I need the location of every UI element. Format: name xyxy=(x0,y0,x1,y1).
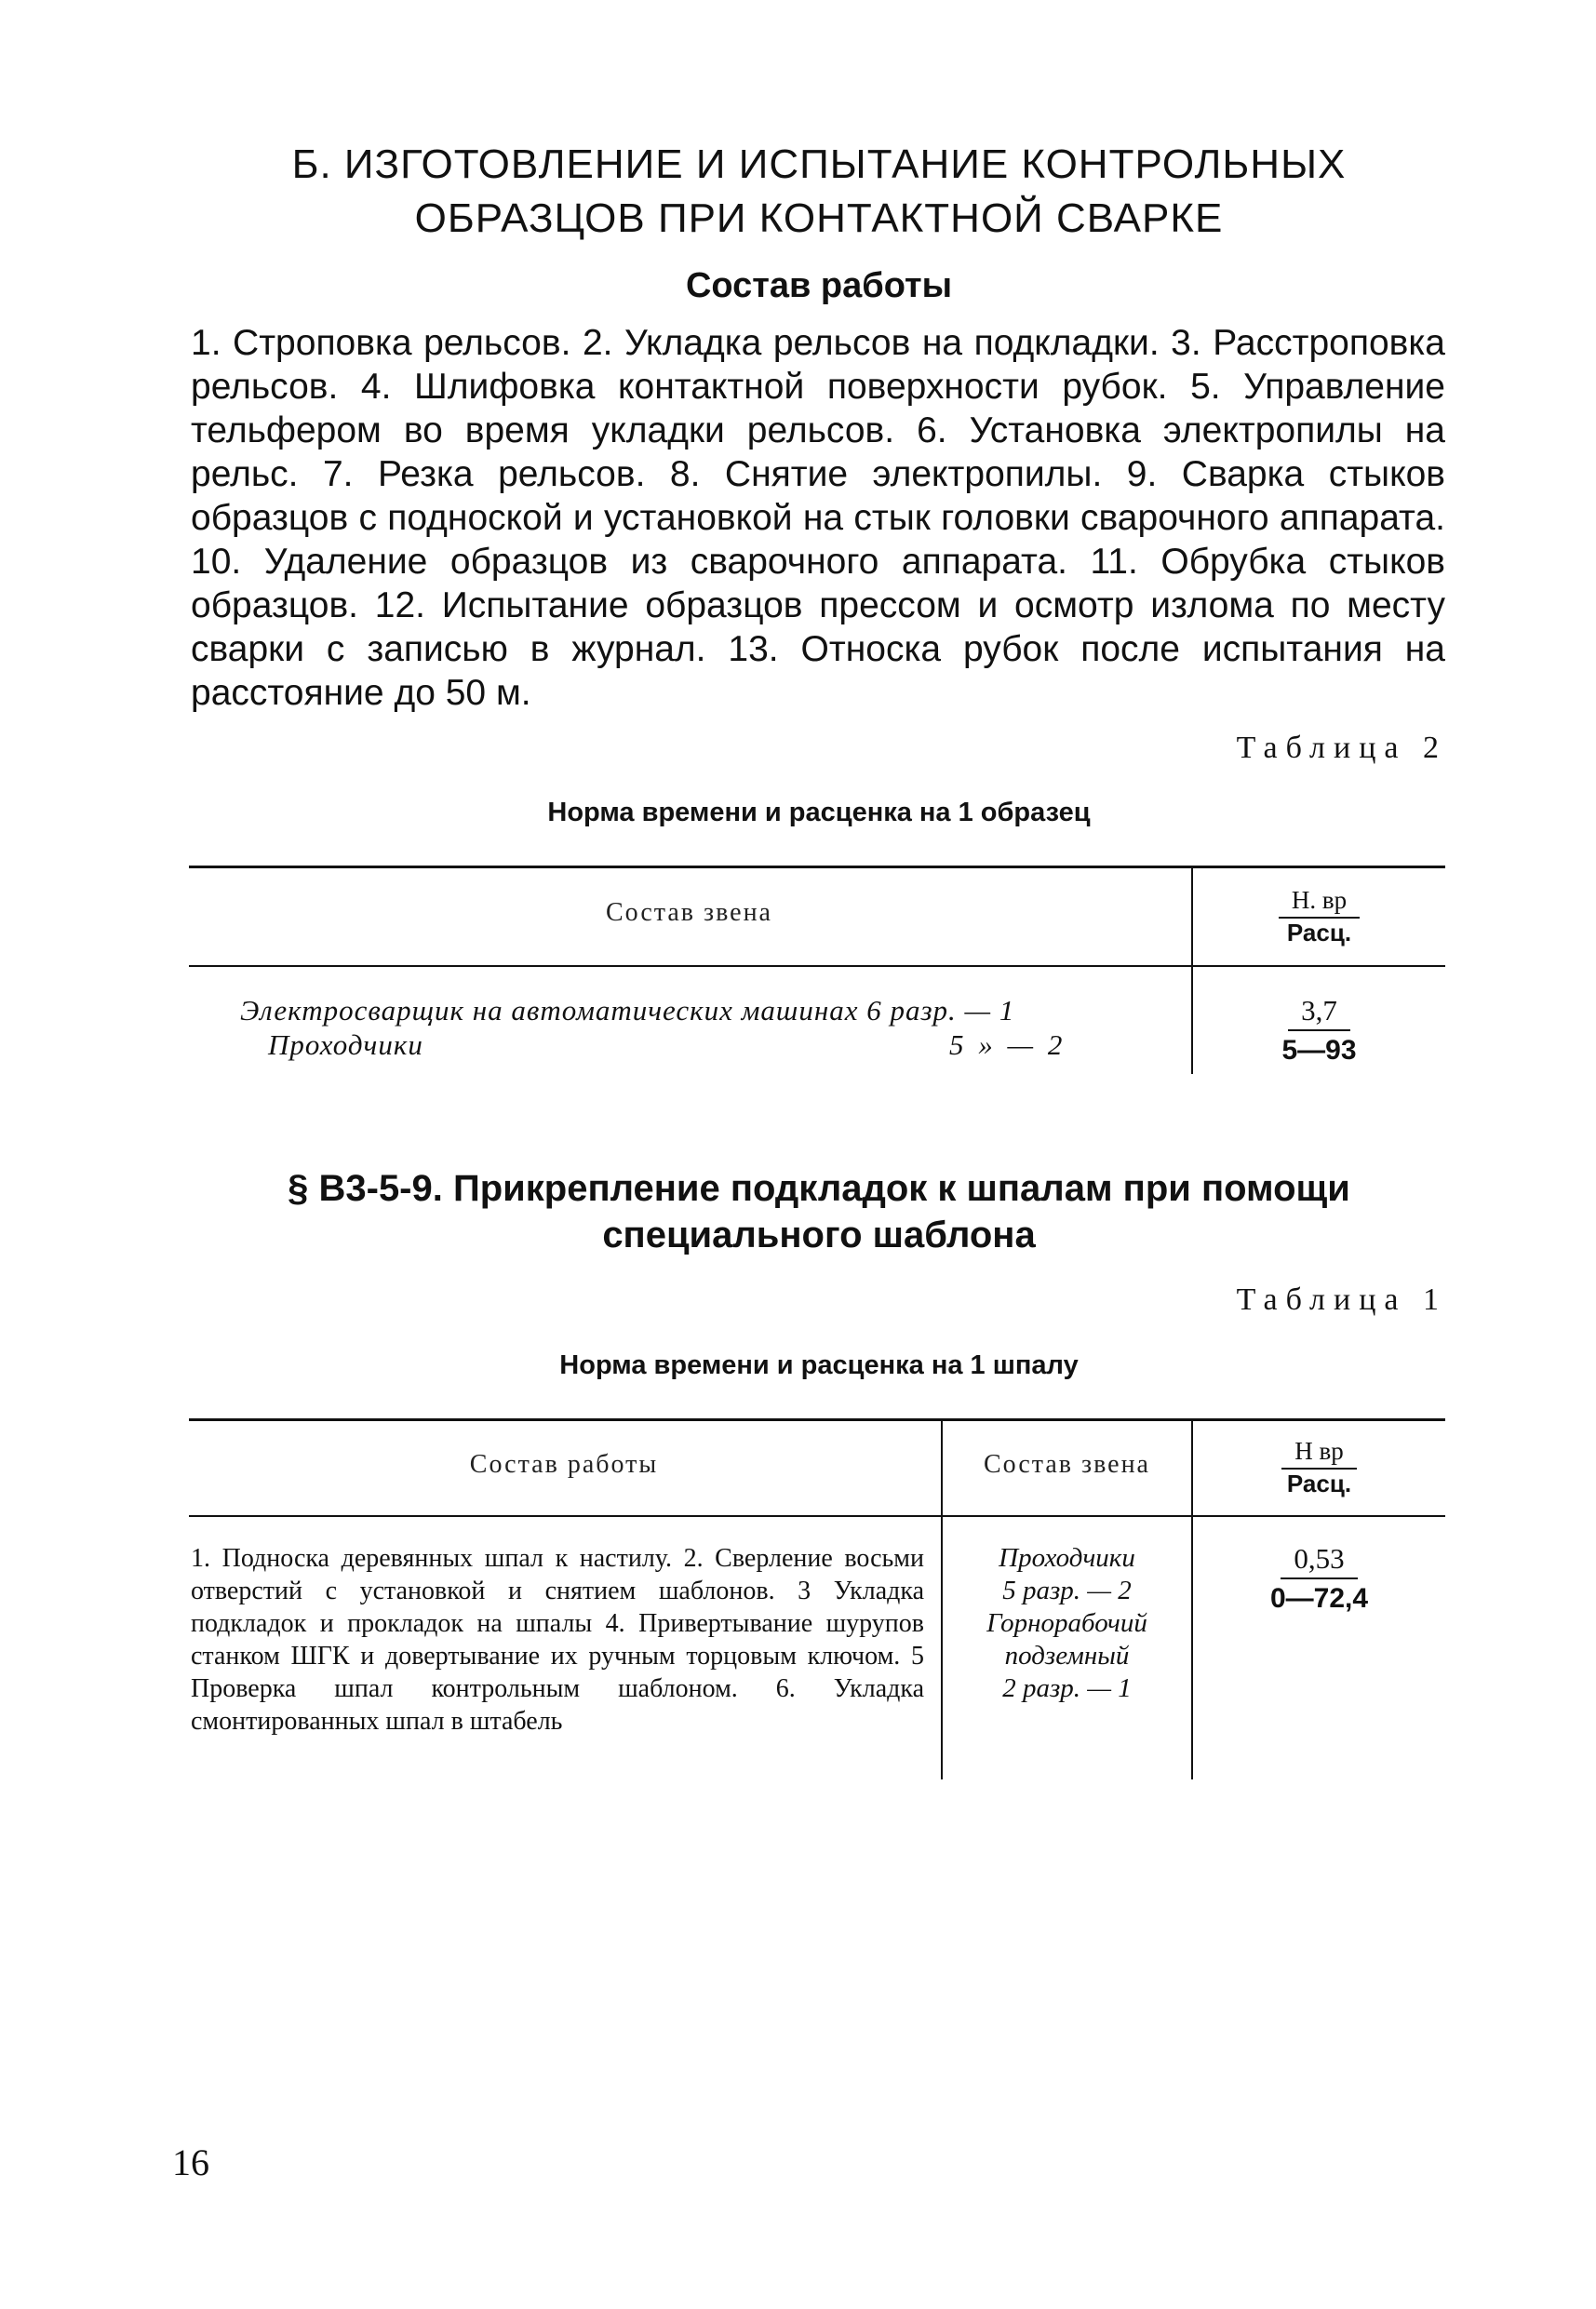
table2-header-norm-bottom: Расц. xyxy=(1286,919,1352,946)
table1-caption: Норма времени и расценка на 1 шпалу xyxy=(559,1350,1079,1380)
table2-header-rule xyxy=(189,965,1445,967)
page-number: 16 xyxy=(172,2141,209,2183)
table1-norm-rate xyxy=(1193,1542,1445,1615)
paragraph-title-line2: специального шаблона xyxy=(602,1215,1036,1255)
table2-header-norm-top: Н. вр xyxy=(1279,886,1360,919)
table1-header-norm xyxy=(1193,1437,1445,1498)
table1-header-norm-top: Н вр xyxy=(1281,1437,1357,1470)
table1-norm: 0,53 xyxy=(1281,1542,1357,1579)
table2-norm: 3,7 xyxy=(1288,994,1350,1031)
table1-header-work: Состав работы xyxy=(469,1450,659,1479)
table2-row2-worker: Проходчики xyxy=(268,1028,423,1061)
table2-norm-rate xyxy=(1193,994,1445,1067)
table1-header-crew: Состав звена xyxy=(984,1450,1150,1479)
table2-row1-worker: Электросварщик на автоматических машинах 6 разр. — 1 xyxy=(240,994,1015,1027)
table2-rate: 5—93 xyxy=(1281,1035,1357,1066)
table2-top-rule xyxy=(189,866,1445,868)
table1-work-text: 1. Подноска деревянных шпал к настилу. 2. Сверление восьми отверстий с установкой и снятием шаблонов. 3 Укладка подкладок и прокладок на шпалы 4. Привертывание шурупов станком ШГК и довертывание их ручным торцовым ключом. 5 Проверка шпал контрольным шаблоном. 6. Укладка смонтированных шпал в штабель xyxy=(191,1544,924,1736)
table2-header-norm xyxy=(1193,886,1445,947)
table1-header-rule xyxy=(189,1515,1445,1517)
table1-rate: 0—72,4 xyxy=(1269,1583,1369,1614)
work-composition-text: 1. Строповка рельсов. 2. Укладка рельсов на подкладки. 3. Расстроповка рельсов. 4. Шлифовка контактной поверхности рубок. 5. Управление тельфером во время укладки рельсов. 6. Установка электропилы на рельс. 7. Резка рельсов. 8. Снятие электропилы. 9. Сварка стыков образцов с подноской и установкой на стык головки сварочного аппарата. 10. Удаление образцов из сварочного аппарата. 11. Обрубка стыков образцов. 12. Испытание образцов прессом и осмотр излома по месту сварки с записью в журнал. 13. Относка рубок после испытания на расстояние до 50 м. xyxy=(191,323,1445,713)
table1-crew-line4: подземный xyxy=(1004,1641,1130,1671)
section-title-line2: ОБРАЗЦОВ ПРИ КОНТАКТНОЙ СВАРКЕ xyxy=(414,195,1224,241)
table2-row2-grade: 5 » — 2 xyxy=(949,1028,1066,1061)
table2-caption: Норма времени и расценка на 1 образец xyxy=(547,798,1091,827)
work-composition-heading: Состав работы xyxy=(685,266,953,305)
table1-top-rule xyxy=(189,1418,1445,1421)
table2-header-crew: Состав звена xyxy=(606,898,772,927)
section-title xyxy=(186,138,1452,246)
table2-label: Таблица 2 xyxy=(1236,731,1447,765)
paragraph-title-line1: § В3-5-9. Прикрепление подкладок к шпалам при помощи xyxy=(288,1168,1350,1209)
table1-crew-line3: Горнорабочий xyxy=(986,1608,1147,1638)
section-title-line1: Б. ИЗГОТОВЛЕНИЕ И ИСПЫТАНИЕ КОНТРОЛЬНЫХ xyxy=(291,141,1347,187)
table1-crew-line2: 5 разр. — 2 xyxy=(1002,1576,1132,1605)
table1-label: Таблица 1 xyxy=(1236,1282,1447,1317)
table1-crew-line5: 2 разр. — 1 xyxy=(1002,1673,1132,1703)
table1-crew xyxy=(943,1542,1191,1705)
paragraph-title xyxy=(186,1165,1452,1258)
table1-header-norm-bottom: Расц. xyxy=(1286,1470,1352,1497)
table1-crew-line1: Проходчики xyxy=(999,1543,1135,1573)
